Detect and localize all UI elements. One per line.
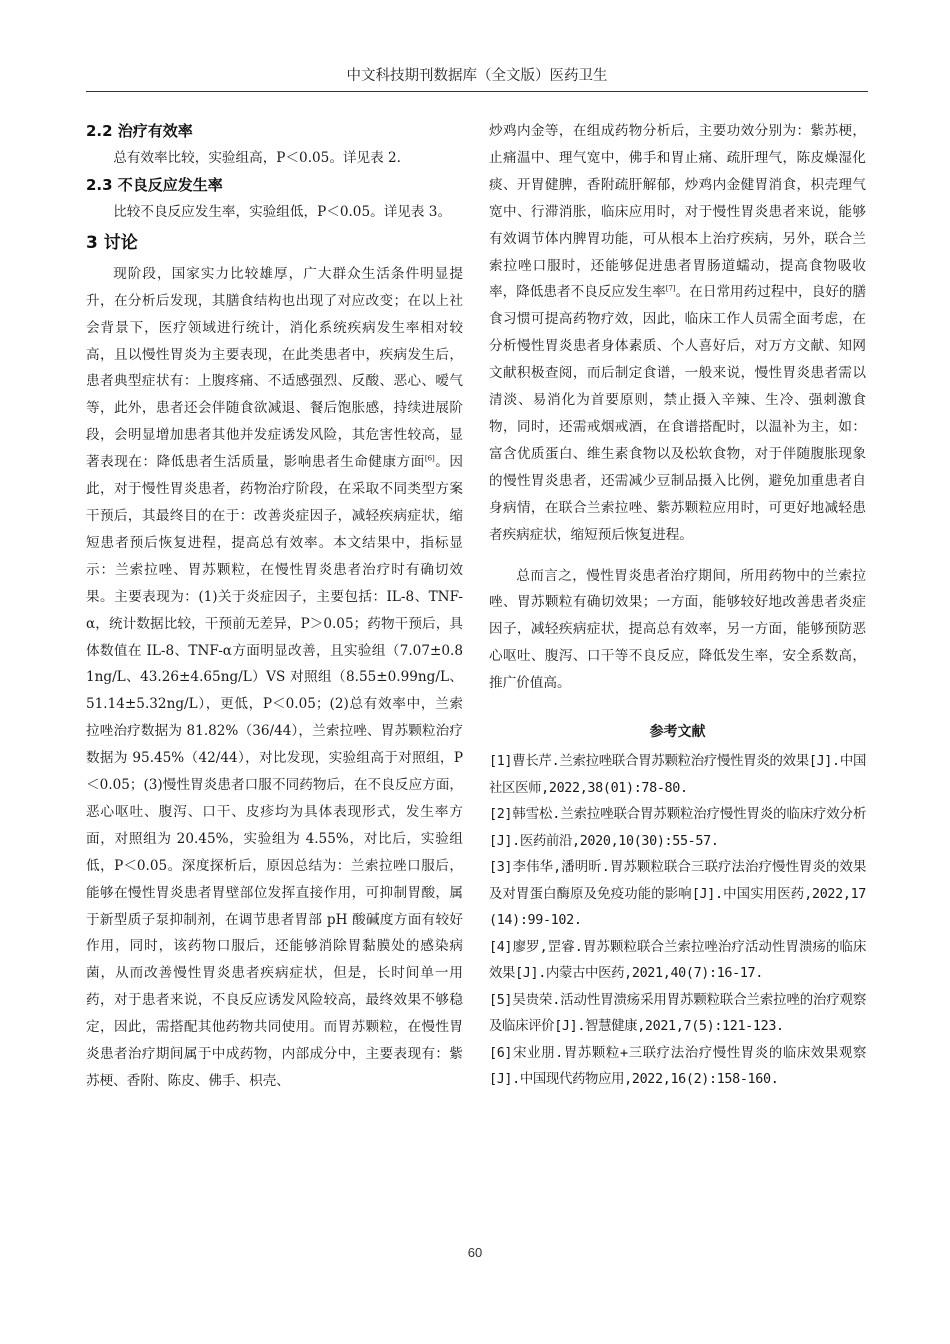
discussion-continued-part1: 炒鸡内金等，在组成药物分析后，主要功效分别为：紫苏梗，止痛温中、理气宽中，佛手和胃止痛、疏肝理气，陈皮燥湿化痰、开胃健脾，香附疏肝解郁，炒鸡内金健胃消食，枳壳理气宽中、行滞消胀，临床应用时，对于慢性胃炎患者来说，能够有效调节体内脾胃功能，可从根本上治疗疾病，另外，联合兰索拉唑口服时，还能够促进患者胃肠道蠕动，提高食物吸收率，降低患者不良反应发生率 (489, 123, 866, 301)
left-column (86, 118, 463, 1095)
reference-item: [2]韩雪松.兰索拉唑联合胃苏颗粒治疗慢性胃炎的临床疗效分析[J].医药前沿,2020,10(30):55-57. (489, 807, 866, 849)
references-title: 参考文献 (649, 724, 706, 741)
section-3-heading: 3 讨论 (86, 232, 138, 253)
section-2-3-text: 比较不良反应发生率，实验组低，P＜0.05。详见表 3。 (113, 203, 452, 220)
journal-header: 中文科技期刊数据库（全文版）医药卫生 (346, 68, 608, 84)
reference-item: [3]李伟华,潘明昕.胃苏颗粒联合三联疗法治疗慢性胃炎的效果及对胃蛋白酶原及免疫功能的影响[J].中国实用医药,2022,17(14):99-102. (489, 860, 866, 929)
section-2-2-text: 总有效率比较，实验组高，P＜0.05。详见表 2. (113, 150, 401, 166)
discussion-paragraph (86, 261, 463, 1095)
discussion-continued-paragraph (489, 118, 866, 549)
reference-item: [5]吴贵荣.活动性胃溃疡采用胃苏颗粒联合兰索拉唑的治疗观察及临床评价[J].智慧健康,2021,7(5):121-123. (489, 992, 866, 1035)
reference-item: [6]宋业朋.胃苏颗粒+三联疗法治疗慢性胃炎的临床效果观察[J].中国现代药物应用,2022,16(2):158-160. (489, 1045, 866, 1088)
reference-item: [1]曹长芹.兰索拉唑联合胃苏颗粒治疗慢性胃炎的效果[J].中国社区医师,2022,38(01):78-80. (489, 754, 866, 796)
page-number: 60 (467, 1245, 483, 1260)
conclusion-paragraph: 总而言之，慢性胃炎患者治疗期间，所用药物中的兰索拉唑、胃苏颗粒有确切效果；一方面，能够较好地改善患者炎症因子，减轻疾病症状，提高总有效率，另一方面，能够预防恶心呕吐、腹泻、口干等不良反应，降低发生率，安全系数高，推广价值高。 (489, 567, 866, 692)
reference-item: [4]廖罗,罡睿.胃苏颗粒联合兰索拉唑治疗活动性胃溃疡的临床效果[J].内蒙古中医药,2021,40(7):16-17. (489, 939, 866, 982)
discussion-continued-part2: 。在日常用药过程中，良好的膳食习惯可提高药物疗效，因此，临床工作人员需全面考虑，在分析慢性胃炎患者身体素质、个人喜好后，对万方文献、知网文献积极查阅，而后制定食谱，一般来说，慢性胃炎患者需以清淡、易消化为首要原则，禁止摄入辛辣、生冷、强刺激食物，同时，还需戒烟戒酒，在食谱搭配时，以温补为主，如：富含优质蛋白、维生素食物以及松软食物，对于伴随腹胀现象的慢性胃炎患者，还需减少豆制品摄入比例，避免加重患者自身病情，在联合兰索拉唑、紫苏颗粒应用时，可更好地减轻患者疾病症状，缩短预后恢复进程。 (489, 284, 867, 543)
citation-7: [7] (665, 284, 676, 293)
section-2-2-heading: 2.2 治疗有效率 (86, 122, 193, 140)
discussion-text-part1: 现阶段，国家实力比较雄厚，广大群众生活条件明显提升，在分析后发现，其膳食结构也出现了对应改变；在以上社会背景下，医疗领域进行统计，消化系统疾病发生率相对较高，且以慢性胃炎为主要表现，在此类患者中，疾病发生后，患者典型症状有：上腹疼痛、不适感强烈、反酸、恶心、嗳气等，此外，患者还会伴随食欲减退、餐后饱胀感，持续进展阶段，会明显增加患者其他并发症诱发风险，其危害性较高，显著表现在：降低患者生活质量，影响患者生命健康方面 (86, 265, 463, 471)
section-2-3-heading: 2.3 不良反应发生率 (86, 175, 223, 194)
right-column (489, 118, 866, 1094)
discussion-text-part2: 。因此，对于慢性胃炎患者，药物治疗阶段，在采取不同类型方案干预后，其最终目的在于：改善炎症因子，减轻疾病症状，缩短患者预后恢复进程，提高总有效率。本文结果中，指标显示：兰索拉唑、胃苏颗粒，在慢性胃炎患者治疗时有确切效果。主要表现为：(1)关于炎症因子，主要包括：IL-8、TNF-α，统计数据比较，干预前无差异，P＞0.05；药物干预后，具体数值在 IL-8、TNF-α方面明显改善，且实验组（7.07±0.81ng/L、43.26±4.65ng/L）VS 对照组（8.55±0.99ng/L、51.14±5.32ng/L），更低，P＜0.05；(2)总有效率中，兰索拉唑治疗数据为 81.82%（36/44），兰索拉唑、胃苏颗粒治疗数据为 95.45%（42/44），对比发现，实验组高于对照组，P＜0.05；(3)慢性胃炎患者口服不同药物后，在不良反应方面，恶心呕吐、腹泻、口干、皮疹均为具体表现形式，发生率方面，对照组为 20.45%，实验组为 4.55%，对比后，实验组低，P＜0.05。深度探析后，原因总结为：兰索拉唑口服后，能够在慢性胃炎患者胃壁部位发挥直接作用，可抑制胃酸，属于新型质子泵抑制剂，在调节患者胃部 pH 酸碱度方面有较好作用，同时，该药物口服后，还能够消除胃黏膜处的感染病菌，从而改善慢性胃炎患者疾病症状，但是，长时间单一用药，对于患者来说，不良反应诱发风险较高，最终效果不够稳定，因此，需搭配其他药物共同使用。而胃苏颗粒，在慢性胃炎患者治疗期间属于中成药物，内部成分中，主要表现有：紫苏梗、香附、陈皮、佛手、枳壳、 (86, 454, 464, 1089)
header-rule (86, 91, 868, 92)
citation-6: [6] (424, 454, 435, 463)
